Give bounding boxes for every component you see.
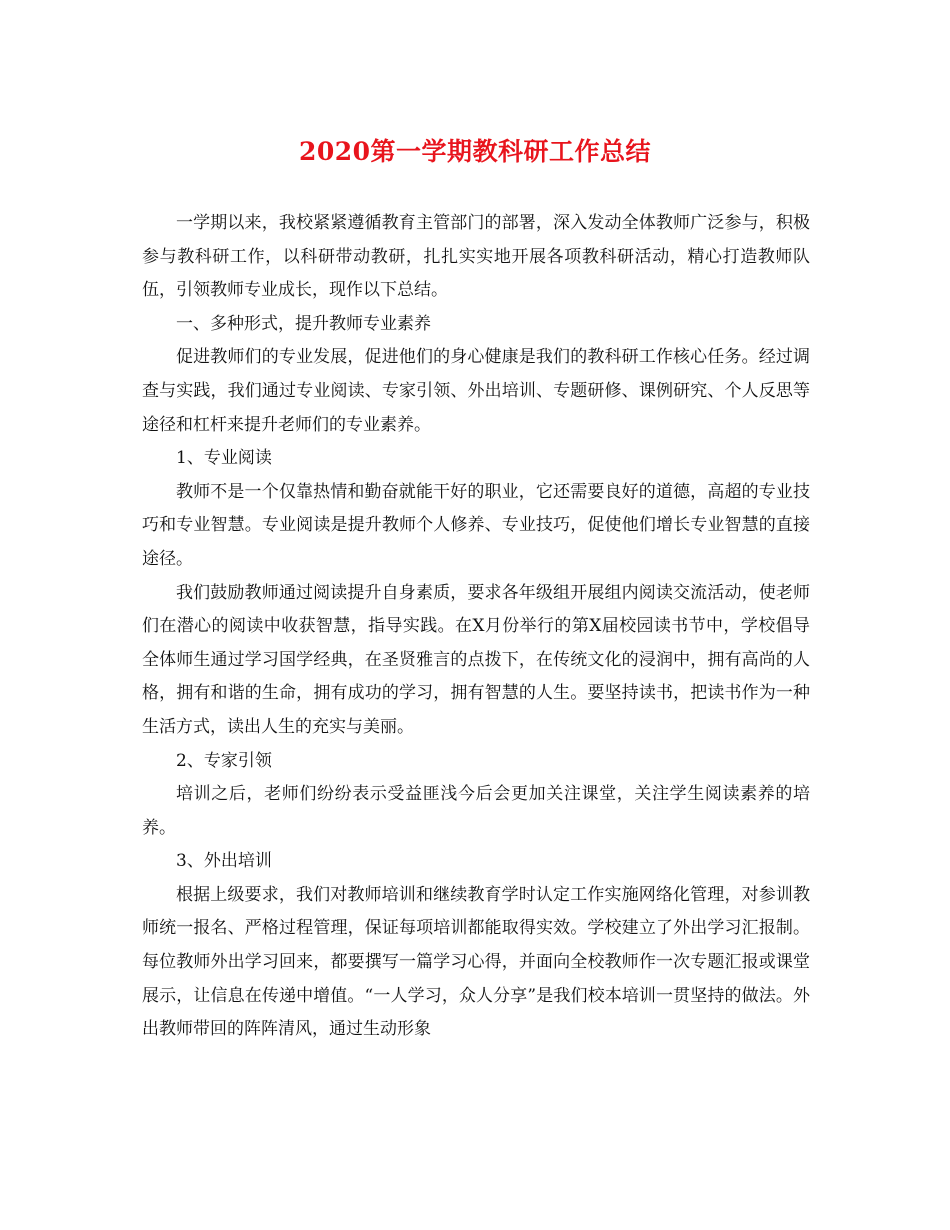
paragraph-intro: 一学期以来，我校紧紧遵循教育主管部门的部署，深入发动全体教师广泛参与，积极参与教科研工作，以科研带动教研，扎扎实实地开展各项教科研活动，精心打造教师队伍，引领教师专业成长，现作以下总结。	[142, 213, 810, 301]
paragraph: 促进教师们的专业发展，促进他们的身心健康是我们的教科研工作核心任务。经过调查与实践，我们通过专业阅读、专家引领、外出培训、专题研修、课例研究、个人反思等途径和杠杆来提升老师们的专业素养。	[142, 347, 810, 435]
subsection-heading-3: 3、外出培训	[176, 851, 272, 872]
paragraph: 根据上级要求，我们对教师培训和继续教育学时认定工作实施网络化管理，对参训教师统一报名、严格过程管理，保证每项培训都能取得实效。学校建立了外出学习汇报制。每位教师外出学习回来，都要撰写一篇学习心得，并面向全校教师作一次专题汇报或课堂展示，让信息在传递中增值。“一人学习，众人分享”是我们校本培训一贯坚持的做法。外出教师带回的阵阵清风，通过生动形象	[142, 884, 810, 1040]
paragraph: 教师不是一个仅靠热情和勤奋就能干好的职业，它还需要良好的道德，高超的专业技巧和专业智慧。专业阅读是提升教师个人修养、专业技巧，促使他们增长专业智慧的直接途径。	[142, 481, 810, 569]
document-title: 2020第一学期教科研工作总结	[298, 137, 652, 166]
paragraph: 培训之后，老师们纷纷表示受益匪浅今后会更加关注课堂，关注学生阅读素养的培养。	[142, 784, 810, 838]
paragraph: 我们鼓励教师通过阅读提升自身素质，要求各年级组开展组内阅读交流活动，使老师们在潜心的阅读中收获智慧，指导实践。在X月份举行的第X届校园读书节中，学校倡导全体师生通过学习国学经典，在圣贤雅言的点拨下，在传统文化的浸润中，拥有高尚的人格，拥有和谐的生命，拥有成功的学习，拥有智慧的人生。要坚持读书，把读书作为一种生活方式，读出人生的充实与美丽。	[142, 582, 810, 737]
document-body	[142, 207, 810, 1047]
subsection-heading-2: 2、专家引领	[176, 750, 272, 771]
section-heading-1: 一、多种形式，提升教师专业素养	[176, 313, 431, 334]
subsection-heading-1: 1、专业阅读	[176, 448, 272, 469]
